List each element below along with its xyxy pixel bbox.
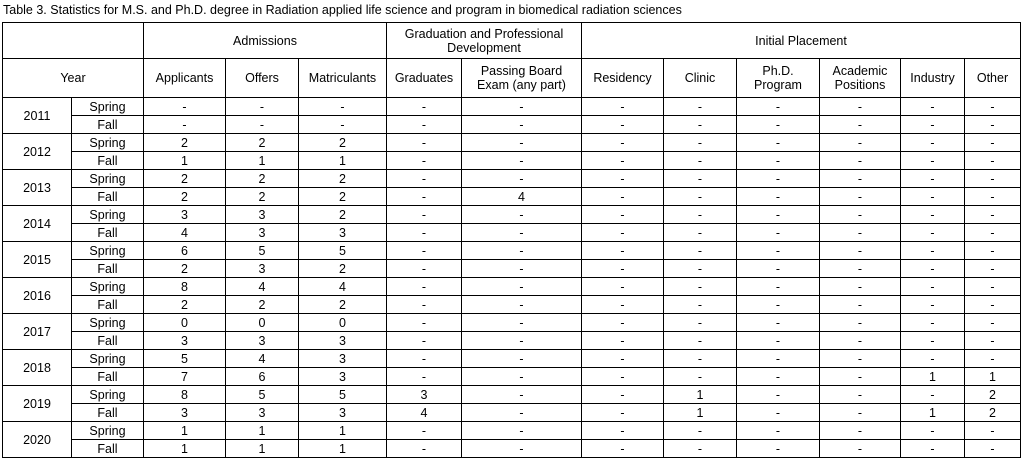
clinic-cell: - — [664, 296, 737, 314]
academic-positions-header — [820, 59, 901, 98]
residency-cell: - — [582, 332, 664, 350]
graduates-cell: - — [387, 170, 462, 188]
matriculants-cell: 1 — [299, 152, 387, 170]
graduates-cell: - — [387, 440, 462, 458]
academic-positions-cell: - — [820, 386, 901, 404]
industry-cell: 1 — [901, 368, 965, 386]
applicants-cell: 3 — [144, 332, 226, 350]
graduates-header: Graduates — [387, 59, 462, 98]
applicants-cell: 5 — [144, 350, 226, 368]
table-row — [3, 188, 1021, 206]
year-cell: 2012 — [3, 134, 72, 170]
phd-program-cell: - — [737, 404, 820, 422]
offers-cell: 5 — [226, 386, 299, 404]
applicants-cell: 7 — [144, 368, 226, 386]
clinic-cell: - — [664, 224, 737, 242]
offers-cell: 2 — [226, 134, 299, 152]
phd-program-cell: - — [737, 170, 820, 188]
residency-cell: - — [582, 368, 664, 386]
table-row — [3, 440, 1021, 458]
board-exam-cell: - — [462, 206, 582, 224]
table-row — [3, 350, 1021, 368]
other-header: Other — [965, 59, 1021, 98]
industry-cell: 1 — [901, 404, 965, 422]
applicants-cell: - — [144, 98, 226, 116]
industry-cell: - — [901, 170, 965, 188]
graduates-cell: - — [387, 260, 462, 278]
academic-positions-cell: - — [820, 134, 901, 152]
matriculants-cell: 2 — [299, 296, 387, 314]
graduates-cell: - — [387, 98, 462, 116]
term-cell: Fall — [72, 296, 144, 314]
clinic-cell: - — [664, 260, 737, 278]
offers-cell: 4 — [226, 278, 299, 296]
graduates-cell: - — [387, 116, 462, 134]
term-cell: Fall — [72, 224, 144, 242]
board-exam-line2: Exam (any part) — [477, 78, 566, 92]
year-group-blank — [3, 23, 144, 59]
clinic-cell: - — [664, 368, 737, 386]
other-cell: - — [965, 206, 1021, 224]
academic-positions-cell: - — [820, 422, 901, 440]
applicants-cell: 2 — [144, 134, 226, 152]
term-cell: Spring — [72, 170, 144, 188]
applicants-cell: 3 — [144, 206, 226, 224]
matriculants-cell: 1 — [299, 440, 387, 458]
offers-cell: 2 — [226, 296, 299, 314]
academic-positions-cell: - — [820, 170, 901, 188]
clinic-cell: - — [664, 134, 737, 152]
term-cell: Fall — [72, 116, 144, 134]
other-cell: - — [965, 314, 1021, 332]
term-cell: Spring — [72, 422, 144, 440]
applicants-cell: - — [144, 116, 226, 134]
offers-cell: 3 — [226, 224, 299, 242]
board-exam-cell: - — [462, 98, 582, 116]
other-cell: - — [965, 98, 1021, 116]
board-exam-cell: - — [462, 296, 582, 314]
term-cell: Spring — [72, 278, 144, 296]
phd-program-cell: - — [737, 386, 820, 404]
residency-header: Residency — [582, 59, 664, 98]
phd-program-cell: - — [737, 224, 820, 242]
other-cell: - — [965, 188, 1021, 206]
other-cell: - — [965, 422, 1021, 440]
other-cell: - — [965, 134, 1021, 152]
offers-cell: - — [226, 116, 299, 134]
term-cell: Fall — [72, 440, 144, 458]
board-exam-cell: - — [462, 386, 582, 404]
year-cell: 2011 — [3, 98, 72, 134]
matriculants-cell: 3 — [299, 368, 387, 386]
graduates-cell: - — [387, 368, 462, 386]
academic-positions-line2: Positions — [834, 78, 886, 92]
graduates-cell: - — [387, 278, 462, 296]
industry-cell: - — [901, 386, 965, 404]
phd-program-header — [737, 59, 820, 98]
residency-cell: - — [582, 224, 664, 242]
industry-cell: - — [901, 278, 965, 296]
clinic-cell: - — [664, 206, 737, 224]
applicants-cell: 8 — [144, 278, 226, 296]
term-cell: Spring — [72, 206, 144, 224]
term-cell: Spring — [72, 386, 144, 404]
table-row — [3, 242, 1021, 260]
year-cell: 2017 — [3, 314, 72, 350]
clinic-cell: - — [664, 242, 737, 260]
year-header: Year — [3, 59, 144, 98]
table-row — [3, 134, 1021, 152]
offers-header: Offers — [226, 59, 299, 98]
phd-program-cell: - — [737, 278, 820, 296]
other-cell: - — [965, 170, 1021, 188]
board-exam-cell: - — [462, 368, 582, 386]
board-exam-cell: - — [462, 332, 582, 350]
applicants-cell: 2 — [144, 260, 226, 278]
other-cell: - — [965, 116, 1021, 134]
offers-cell: 2 — [226, 188, 299, 206]
applicants-cell: 4 — [144, 224, 226, 242]
academic-positions-cell: - — [820, 404, 901, 422]
phd-program-cell: - — [737, 332, 820, 350]
board-exam-cell: - — [462, 170, 582, 188]
term-cell: Fall — [72, 260, 144, 278]
applicants-cell: 1 — [144, 152, 226, 170]
year-cell: 2013 — [3, 170, 72, 206]
academic-positions-cell: - — [820, 314, 901, 332]
graduates-cell: - — [387, 188, 462, 206]
residency-cell: - — [582, 206, 664, 224]
industry-cell: - — [901, 152, 965, 170]
matriculants-cell: 1 — [299, 422, 387, 440]
clinic-cell: - — [664, 422, 737, 440]
residency-cell: - — [582, 98, 664, 116]
graduation-group-header — [387, 23, 582, 59]
industry-cell: - — [901, 98, 965, 116]
admissions-group-header: Admissions — [144, 23, 387, 59]
graduates-cell: - — [387, 242, 462, 260]
academic-positions-cell: - — [820, 152, 901, 170]
other-cell: - — [965, 242, 1021, 260]
industry-cell: - — [901, 206, 965, 224]
offers-cell: 1 — [226, 152, 299, 170]
table-row — [3, 422, 1021, 440]
other-cell: - — [965, 278, 1021, 296]
year-cell: 2020 — [3, 422, 72, 458]
table-row — [3, 314, 1021, 332]
graduates-cell: - — [387, 314, 462, 332]
applicants-cell: 2 — [144, 188, 226, 206]
table-row — [3, 386, 1021, 404]
applicants-cell: 8 — [144, 386, 226, 404]
term-cell: Fall — [72, 152, 144, 170]
residency-cell: - — [582, 314, 664, 332]
industry-cell: - — [901, 260, 965, 278]
table-row — [3, 152, 1021, 170]
graduates-cell: - — [387, 350, 462, 368]
matriculants-cell: 4 — [299, 278, 387, 296]
industry-cell: - — [901, 134, 965, 152]
board-exam-cell: - — [462, 224, 582, 242]
phd-program-cell: - — [737, 314, 820, 332]
phd-program-cell: - — [737, 188, 820, 206]
board-exam-cell: - — [462, 404, 582, 422]
year-cell: 2016 — [3, 278, 72, 314]
clinic-cell: - — [664, 440, 737, 458]
year-cell: 2015 — [3, 242, 72, 278]
offers-cell: 3 — [226, 404, 299, 422]
phd-program-cell: - — [737, 440, 820, 458]
academic-positions-cell: - — [820, 440, 901, 458]
matriculants-cell: 2 — [299, 188, 387, 206]
board-exam-cell: - — [462, 116, 582, 134]
industry-cell: - — [901, 116, 965, 134]
residency-cell: - — [582, 404, 664, 422]
other-cell: - — [965, 440, 1021, 458]
residency-cell: - — [582, 170, 664, 188]
table-row — [3, 98, 1021, 116]
phd-program-cell: - — [737, 98, 820, 116]
phd-program-cell: - — [737, 116, 820, 134]
phd-program-cell: - — [737, 350, 820, 368]
matriculants-cell: 3 — [299, 350, 387, 368]
clinic-header: Clinic — [664, 59, 737, 98]
year-cell: 2014 — [3, 206, 72, 242]
clinic-cell: - — [664, 188, 737, 206]
board-exam-cell: - — [462, 422, 582, 440]
applicants-cell: 1 — [144, 422, 226, 440]
academic-positions-cell: - — [820, 350, 901, 368]
applicants-header: Applicants — [144, 59, 226, 98]
matriculants-cell: 2 — [299, 170, 387, 188]
phd-program-cell: - — [737, 260, 820, 278]
clinic-cell: - — [664, 278, 737, 296]
table-row — [3, 332, 1021, 350]
graduates-cell: - — [387, 422, 462, 440]
table-body — [3, 98, 1021, 458]
academic-positions-cell: - — [820, 188, 901, 206]
residency-cell: - — [582, 242, 664, 260]
table-row — [3, 404, 1021, 422]
academic-positions-cell: - — [820, 224, 901, 242]
term-cell: Fall — [72, 404, 144, 422]
statistics-table — [2, 22, 1021, 458]
other-cell: - — [965, 260, 1021, 278]
applicants-cell: 3 — [144, 404, 226, 422]
board-exam-cell: - — [462, 152, 582, 170]
table-row — [3, 206, 1021, 224]
graduation-group-line1: Graduation and Professional — [404, 26, 564, 41]
other-cell: - — [965, 224, 1021, 242]
offers-cell: 1 — [226, 422, 299, 440]
industry-cell: - — [901, 350, 965, 368]
year-cell: 2019 — [3, 386, 72, 422]
phd-program-cell: - — [737, 206, 820, 224]
applicants-cell: 1 — [144, 440, 226, 458]
table-caption: Table 3. Statistics for M.S. and Ph.D. degree in Radiation applied life science and program in biomedical radiation sciences — [3, 3, 682, 17]
year-cell: 2018 — [3, 350, 72, 386]
clinic-cell: - — [664, 350, 737, 368]
other-cell: 1 — [965, 368, 1021, 386]
residency-cell: - — [582, 440, 664, 458]
offers-cell: 2 — [226, 170, 299, 188]
industry-cell: - — [901, 224, 965, 242]
residency-cell: - — [582, 296, 664, 314]
clinic-cell: - — [664, 98, 737, 116]
academic-positions-cell: - — [820, 116, 901, 134]
matriculants-cell: 2 — [299, 206, 387, 224]
phd-program-cell: - — [737, 422, 820, 440]
table-row — [3, 278, 1021, 296]
matriculants-cell: 5 — [299, 386, 387, 404]
graduation-group-line2: Development — [447, 40, 521, 55]
applicants-cell: 2 — [144, 170, 226, 188]
academic-positions-cell: - — [820, 278, 901, 296]
residency-cell: - — [582, 422, 664, 440]
residency-cell: - — [582, 278, 664, 296]
matriculants-header: Matriculants — [299, 59, 387, 98]
phd-program-cell: - — [737, 134, 820, 152]
term-cell: Spring — [72, 314, 144, 332]
industry-cell: - — [901, 296, 965, 314]
matriculants-cell: - — [299, 116, 387, 134]
graduates-cell: - — [387, 134, 462, 152]
offers-cell: 3 — [226, 206, 299, 224]
offers-cell: 3 — [226, 332, 299, 350]
term-cell: Spring — [72, 98, 144, 116]
board-exam-cell: 4 — [462, 188, 582, 206]
industry-cell: - — [901, 314, 965, 332]
graduates-cell: - — [387, 152, 462, 170]
residency-cell: - — [582, 386, 664, 404]
other-cell: - — [965, 152, 1021, 170]
industry-cell: - — [901, 332, 965, 350]
other-cell: 2 — [965, 404, 1021, 422]
applicants-cell: 6 — [144, 242, 226, 260]
academic-positions-line1: Academic — [832, 64, 888, 78]
term-cell: Spring — [72, 242, 144, 260]
board-exam-line1: Passing Board — [480, 64, 563, 78]
phd-program-cell: - — [737, 368, 820, 386]
offers-cell: 0 — [226, 314, 299, 332]
table-row — [3, 296, 1021, 314]
other-cell: - — [965, 350, 1021, 368]
board-exam-cell: - — [462, 278, 582, 296]
table-row — [3, 116, 1021, 134]
academic-positions-cell: - — [820, 296, 901, 314]
clinic-cell: 1 — [664, 386, 737, 404]
phd-program-cell: - — [737, 296, 820, 314]
offers-cell: 5 — [226, 242, 299, 260]
group-header-row — [3, 23, 1021, 59]
term-cell: Spring — [72, 134, 144, 152]
residency-cell: - — [582, 350, 664, 368]
academic-positions-cell: - — [820, 332, 901, 350]
residency-cell: - — [582, 152, 664, 170]
graduates-cell: 4 — [387, 404, 462, 422]
offers-cell: 1 — [226, 440, 299, 458]
table-row — [3, 368, 1021, 386]
residency-cell: - — [582, 134, 664, 152]
residency-cell: - — [582, 188, 664, 206]
clinic-cell: - — [664, 332, 737, 350]
board-exam-cell: - — [462, 440, 582, 458]
industry-cell: - — [901, 242, 965, 260]
board-exam-header — [462, 59, 582, 98]
matriculants-cell: 2 — [299, 134, 387, 152]
board-exam-cell: - — [462, 260, 582, 278]
graduates-cell: - — [387, 296, 462, 314]
matriculants-cell: 2 — [299, 260, 387, 278]
term-cell: Spring — [72, 350, 144, 368]
residency-cell: - — [582, 116, 664, 134]
matriculants-cell: 0 — [299, 314, 387, 332]
term-cell: Fall — [72, 368, 144, 386]
table-row — [3, 224, 1021, 242]
board-exam-cell: - — [462, 134, 582, 152]
board-exam-cell: - — [462, 314, 582, 332]
phd-program-line1: Ph.D. — [762, 64, 794, 78]
board-exam-cell: - — [462, 350, 582, 368]
industry-cell: - — [901, 440, 965, 458]
other-cell: - — [965, 296, 1021, 314]
offers-cell: - — [226, 98, 299, 116]
table-row — [3, 170, 1021, 188]
industry-cell: - — [901, 188, 965, 206]
graduates-cell: - — [387, 224, 462, 242]
academic-positions-cell: - — [820, 242, 901, 260]
academic-positions-cell: - — [820, 260, 901, 278]
industry-header: Industry — [901, 59, 965, 98]
phd-program-cell: - — [737, 152, 820, 170]
offers-cell: 4 — [226, 350, 299, 368]
column-header-row — [3, 59, 1021, 98]
table-row — [3, 260, 1021, 278]
matriculants-cell: 3 — [299, 224, 387, 242]
applicants-cell: 0 — [144, 314, 226, 332]
offers-cell: 3 — [226, 260, 299, 278]
clinic-cell: - — [664, 116, 737, 134]
other-cell: - — [965, 332, 1021, 350]
matriculants-cell: - — [299, 98, 387, 116]
clinic-cell: - — [664, 314, 737, 332]
placement-group-header: Initial Placement — [582, 23, 1021, 59]
academic-positions-cell: - — [820, 206, 901, 224]
graduates-cell: 3 — [387, 386, 462, 404]
matriculants-cell: 3 — [299, 332, 387, 350]
other-cell: 2 — [965, 386, 1021, 404]
academic-positions-cell: - — [820, 368, 901, 386]
clinic-cell: 1 — [664, 404, 737, 422]
applicants-cell: 2 — [144, 296, 226, 314]
matriculants-cell: 5 — [299, 242, 387, 260]
clinic-cell: - — [664, 170, 737, 188]
residency-cell: - — [582, 260, 664, 278]
phd-program-cell: - — [737, 242, 820, 260]
term-cell: Fall — [72, 332, 144, 350]
matriculants-cell: 3 — [299, 404, 387, 422]
graduates-cell: - — [387, 206, 462, 224]
industry-cell: - — [901, 422, 965, 440]
board-exam-cell: - — [462, 242, 582, 260]
graduates-cell: - — [387, 332, 462, 350]
offers-cell: 6 — [226, 368, 299, 386]
term-cell: Fall — [72, 188, 144, 206]
clinic-cell: - — [664, 152, 737, 170]
phd-program-line2: Program — [754, 78, 802, 92]
academic-positions-cell: - — [820, 98, 901, 116]
